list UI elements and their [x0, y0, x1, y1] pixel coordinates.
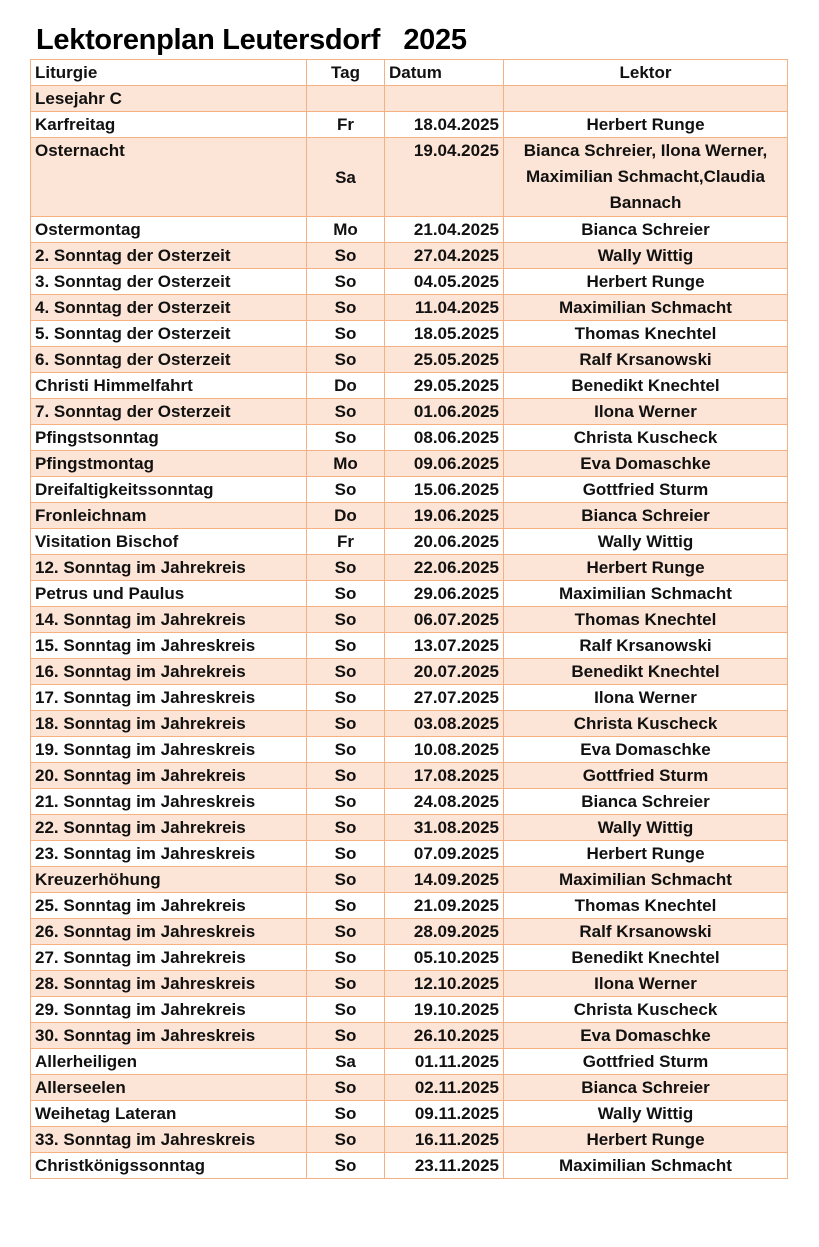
- table-row: [31, 919, 788, 945]
- cell-datum: 19.10.2025: [385, 997, 504, 1023]
- table-row: [31, 685, 788, 711]
- cell-liturgie: Allerheiligen: [31, 1049, 307, 1075]
- cell-liturgie: Kreuzerhöhung: [31, 867, 307, 893]
- cell-lektor: Herbert Runge: [504, 555, 788, 581]
- table-row: [31, 295, 788, 321]
- cell-lektor: Ralf Krsanowski: [504, 919, 788, 945]
- cell-lektor: Gottfried Sturm: [504, 1049, 788, 1075]
- section-row-lesejahr: [31, 86, 788, 112]
- cell-liturgie: 29. Sonntag im Jahrekreis: [31, 997, 307, 1023]
- cell-tag: So: [307, 269, 385, 295]
- cell-datum: 01.06.2025: [385, 399, 504, 425]
- cell-datum: 24.08.2025: [385, 789, 504, 815]
- cell-tag: So: [307, 581, 385, 607]
- cell-liturgie: 5. Sonntag der Osterzeit: [31, 321, 307, 347]
- cell-liturgie: 27. Sonntag im Jahrekreis: [31, 945, 307, 971]
- cell-datum: 18.05.2025: [385, 321, 504, 347]
- cell-lektor: Christa Kuscheck: [504, 425, 788, 451]
- table-row: [31, 867, 788, 893]
- cell-datum: 16.11.2025: [385, 1127, 504, 1153]
- cell-datum: 07.09.2025: [385, 841, 504, 867]
- cell-lektor: Thomas Knechtel: [504, 607, 788, 633]
- page-title: Lektorenplan Leutersdorf 2025: [36, 24, 467, 56]
- cell-liturgie: Visitation Bischof: [31, 529, 307, 555]
- table-row: [31, 451, 788, 477]
- cell-lektor: Bianca Schreier: [504, 217, 788, 243]
- cell-tag: So: [307, 841, 385, 867]
- cell-tag: So: [307, 945, 385, 971]
- cell-liturgie: 20. Sonntag im Jahrekreis: [31, 763, 307, 789]
- cell-tag: So: [307, 1101, 385, 1127]
- cell-tag: Fr: [307, 529, 385, 555]
- cell-liturgie: 4. Sonntag der Osterzeit: [31, 295, 307, 321]
- cell-tag: Mo: [307, 217, 385, 243]
- cell-liturgie: Christkönigssonntag: [31, 1153, 307, 1179]
- cell-tag: So: [307, 867, 385, 893]
- cell-datum: 11.04.2025: [385, 295, 504, 321]
- table-row: [31, 789, 788, 815]
- cell-datum: 20.06.2025: [385, 529, 504, 555]
- table-row: [31, 581, 788, 607]
- cell-tag: Do: [307, 373, 385, 399]
- cell-datum: 12.10.2025: [385, 971, 504, 997]
- cell-lektor: Herbert Runge: [504, 1127, 788, 1153]
- table-row: [31, 425, 788, 451]
- cell-lektor: Benedikt Knechtel: [504, 945, 788, 971]
- cell-tag: So: [307, 555, 385, 581]
- table-row: [31, 841, 788, 867]
- cell-liturgie: Osternacht: [31, 138, 307, 217]
- cell-datum: 06.07.2025: [385, 607, 504, 633]
- cell-datum: 19.06.2025: [385, 503, 504, 529]
- cell-tag: So: [307, 607, 385, 633]
- cell-liturgie: 26. Sonntag im Jahreskreis: [31, 919, 307, 945]
- cell-lektor: Eva Domaschke: [504, 1023, 788, 1049]
- cell-lektor: Wally Wittig: [504, 529, 788, 555]
- cell-tag: Fr: [307, 112, 385, 138]
- cell-datum: 31.08.2025: [385, 815, 504, 841]
- cell-tag: So: [307, 1153, 385, 1179]
- cell-tag: So: [307, 919, 385, 945]
- cell-datum: 15.06.2025: [385, 477, 504, 503]
- table-row: [31, 945, 788, 971]
- table-row: [31, 112, 788, 138]
- cell-lektor: Benedikt Knechtel: [504, 373, 788, 399]
- cell-lektor: Eva Domaschke: [504, 737, 788, 763]
- cell-liturgie: Pfingstmontag: [31, 451, 307, 477]
- table-row: [31, 659, 788, 685]
- cell-lektor: Ralf Krsanowski: [504, 633, 788, 659]
- cell-liturgie: 18. Sonntag im Jahrekreis: [31, 711, 307, 737]
- cell-datum: 29.05.2025: [385, 373, 504, 399]
- table-row: [31, 555, 788, 581]
- cell-lektor: Maximilian Schmacht: [504, 867, 788, 893]
- cell-lektor: Eva Domaschke: [504, 451, 788, 477]
- table-row: [31, 217, 788, 243]
- cell-tag: So: [307, 1075, 385, 1101]
- cell-lektor: Thomas Knechtel: [504, 893, 788, 919]
- table-header-row: [31, 60, 788, 86]
- cell-lektor: Gottfried Sturm: [504, 477, 788, 503]
- cell-lektor: Maximilian Schmacht: [504, 581, 788, 607]
- cell-lektor: Wally Wittig: [504, 243, 788, 269]
- lektor-schedule-table: [30, 59, 788, 1179]
- column-header-tag: Tag: [307, 60, 385, 86]
- cell-tag: So: [307, 971, 385, 997]
- table-row: [31, 321, 788, 347]
- cell-datum: 02.11.2025: [385, 1075, 504, 1101]
- cell-tag: So: [307, 295, 385, 321]
- cell-datum: 09.06.2025: [385, 451, 504, 477]
- cell-liturgie: 28. Sonntag im Jahreskreis: [31, 971, 307, 997]
- cell-lektor: Bianca Schreier: [504, 503, 788, 529]
- cell-tag: So: [307, 737, 385, 763]
- cell-lektor: Bianca Schreier, Ilona Werner, Maximilian Schmacht,Claudia Bannach: [504, 138, 788, 217]
- cell-tag: So: [307, 243, 385, 269]
- cell-liturgie: Pfingstsonntag: [31, 425, 307, 451]
- cell-datum: 21.09.2025: [385, 893, 504, 919]
- cell-liturgie: 6. Sonntag der Osterzeit: [31, 347, 307, 373]
- cell-liturgie: 15. Sonntag im Jahreskreis: [31, 633, 307, 659]
- table-row: [31, 243, 788, 269]
- cell-lektor: Thomas Knechtel: [504, 321, 788, 347]
- cell-lektor: Herbert Runge: [504, 112, 788, 138]
- cell-tag: So: [307, 633, 385, 659]
- cell-lektor: Herbert Runge: [504, 841, 788, 867]
- cell-datum: 13.07.2025: [385, 633, 504, 659]
- cell-liturgie: 22. Sonntag im Jahrekreis: [31, 815, 307, 841]
- table-row: [31, 815, 788, 841]
- cell-datum: 21.04.2025: [385, 217, 504, 243]
- table-row: [31, 1049, 788, 1075]
- cell-datum: 09.11.2025: [385, 1101, 504, 1127]
- table-row: [31, 529, 788, 555]
- cell-datum: 17.08.2025: [385, 763, 504, 789]
- cell-datum: 14.09.2025: [385, 867, 504, 893]
- cell-liturgie: 25. Sonntag im Jahrekreis: [31, 893, 307, 919]
- empty-cell: [307, 86, 385, 112]
- table-row: [31, 1075, 788, 1101]
- cell-lektor: Christa Kuscheck: [504, 711, 788, 737]
- table-row: [31, 737, 788, 763]
- table-row: [31, 138, 788, 217]
- cell-tag: So: [307, 1127, 385, 1153]
- section-label: Lesejahr C: [31, 86, 307, 112]
- cell-liturgie: 23. Sonntag im Jahreskreis: [31, 841, 307, 867]
- cell-lektor: Ralf Krsanowski: [504, 347, 788, 373]
- cell-tag: So: [307, 815, 385, 841]
- cell-liturgie: 12. Sonntag im Jahrekreis: [31, 555, 307, 581]
- cell-liturgie: 7. Sonntag der Osterzeit: [31, 399, 307, 425]
- cell-liturgie: 3. Sonntag der Osterzeit: [31, 269, 307, 295]
- cell-datum: 01.11.2025: [385, 1049, 504, 1075]
- cell-liturgie: Karfreitag: [31, 112, 307, 138]
- cell-liturgie: 16. Sonntag im Jahrekreis: [31, 659, 307, 685]
- cell-datum: 28.09.2025: [385, 919, 504, 945]
- cell-liturgie: 14. Sonntag im Jahrekreis: [31, 607, 307, 633]
- cell-datum: 03.08.2025: [385, 711, 504, 737]
- cell-tag: So: [307, 789, 385, 815]
- table-row: [31, 607, 788, 633]
- table-row: [31, 997, 788, 1023]
- cell-lektor: Bianca Schreier: [504, 1075, 788, 1101]
- cell-datum: 20.07.2025: [385, 659, 504, 685]
- cell-datum: 22.06.2025: [385, 555, 504, 581]
- cell-lektor: Wally Wittig: [504, 1101, 788, 1127]
- cell-tag: So: [307, 347, 385, 373]
- cell-datum: 18.04.2025: [385, 112, 504, 138]
- cell-liturgie: 2. Sonntag der Osterzeit: [31, 243, 307, 269]
- cell-liturgie: 30. Sonntag im Jahreskreis: [31, 1023, 307, 1049]
- cell-lektor: Ilona Werner: [504, 399, 788, 425]
- cell-liturgie: Weihetag Lateran: [31, 1101, 307, 1127]
- cell-datum: 27.07.2025: [385, 685, 504, 711]
- cell-tag: So: [307, 477, 385, 503]
- cell-datum: 26.10.2025: [385, 1023, 504, 1049]
- table-row: [31, 971, 788, 997]
- cell-lektor: Wally Wittig: [504, 815, 788, 841]
- cell-tag: So: [307, 659, 385, 685]
- cell-datum: 27.04.2025: [385, 243, 504, 269]
- table-row: [31, 477, 788, 503]
- table-row: [31, 1023, 788, 1049]
- cell-datum: 25.05.2025: [385, 347, 504, 373]
- cell-liturgie: Christi Himmelfahrt: [31, 373, 307, 399]
- empty-cell: [504, 86, 788, 112]
- cell-liturgie: Fronleichnam: [31, 503, 307, 529]
- table-row: [31, 503, 788, 529]
- cell-liturgie: 19. Sonntag im Jahreskreis: [31, 737, 307, 763]
- cell-tag: So: [307, 321, 385, 347]
- table-row: [31, 1127, 788, 1153]
- cell-datum: 04.05.2025: [385, 269, 504, 295]
- cell-liturgie: 21. Sonntag im Jahreskreis: [31, 789, 307, 815]
- cell-datum: 29.06.2025: [385, 581, 504, 607]
- cell-lektor: Maximilian Schmacht: [504, 295, 788, 321]
- table-row: [31, 1153, 788, 1179]
- cell-liturgie: 33. Sonntag im Jahreskreis: [31, 1127, 307, 1153]
- column-header-datum: Datum: [385, 60, 504, 86]
- cell-liturgie: Allerseelen: [31, 1075, 307, 1101]
- table-row: [31, 711, 788, 737]
- table-row: [31, 633, 788, 659]
- table-row: [31, 373, 788, 399]
- table-row: [31, 347, 788, 373]
- cell-tag: So: [307, 997, 385, 1023]
- cell-lektor: Bianca Schreier: [504, 789, 788, 815]
- cell-liturgie: Ostermontag: [31, 217, 307, 243]
- column-header-liturgie: Liturgie: [31, 60, 307, 86]
- cell-datum: 10.08.2025: [385, 737, 504, 763]
- empty-cell: [385, 86, 504, 112]
- cell-tag: Sa: [307, 1049, 385, 1075]
- cell-lektor: Herbert Runge: [504, 269, 788, 295]
- cell-lektor: Ilona Werner: [504, 971, 788, 997]
- cell-liturgie: Petrus und Paulus: [31, 581, 307, 607]
- cell-datum: 08.06.2025: [385, 425, 504, 451]
- table-row: [31, 893, 788, 919]
- cell-tag: Do: [307, 503, 385, 529]
- cell-tag: So: [307, 1023, 385, 1049]
- cell-tag: Sa: [307, 138, 385, 217]
- table-row: [31, 1101, 788, 1127]
- cell-liturgie: 17. Sonntag im Jahreskreis: [31, 685, 307, 711]
- cell-lektor: Gottfried Sturm: [504, 763, 788, 789]
- cell-tag: So: [307, 399, 385, 425]
- cell-lektor: Christa Kuscheck: [504, 997, 788, 1023]
- table-row: [31, 763, 788, 789]
- cell-tag: So: [307, 893, 385, 919]
- table-row: [31, 269, 788, 295]
- cell-tag: So: [307, 711, 385, 737]
- column-header-lektor: Lektor: [504, 60, 788, 86]
- table-row: [31, 399, 788, 425]
- cell-lektor: Maximilian Schmacht: [504, 1153, 788, 1179]
- cell-datum: 23.11.2025: [385, 1153, 504, 1179]
- cell-tag: So: [307, 425, 385, 451]
- cell-datum: 19.04.2025: [385, 138, 504, 217]
- cell-tag: So: [307, 685, 385, 711]
- cell-tag: So: [307, 763, 385, 789]
- cell-lektor: Ilona Werner: [504, 685, 788, 711]
- cell-datum: 05.10.2025: [385, 945, 504, 971]
- cell-tag: Mo: [307, 451, 385, 477]
- cell-liturgie: Dreifaltigkeitssonntag: [31, 477, 307, 503]
- cell-lektor: Benedikt Knechtel: [504, 659, 788, 685]
